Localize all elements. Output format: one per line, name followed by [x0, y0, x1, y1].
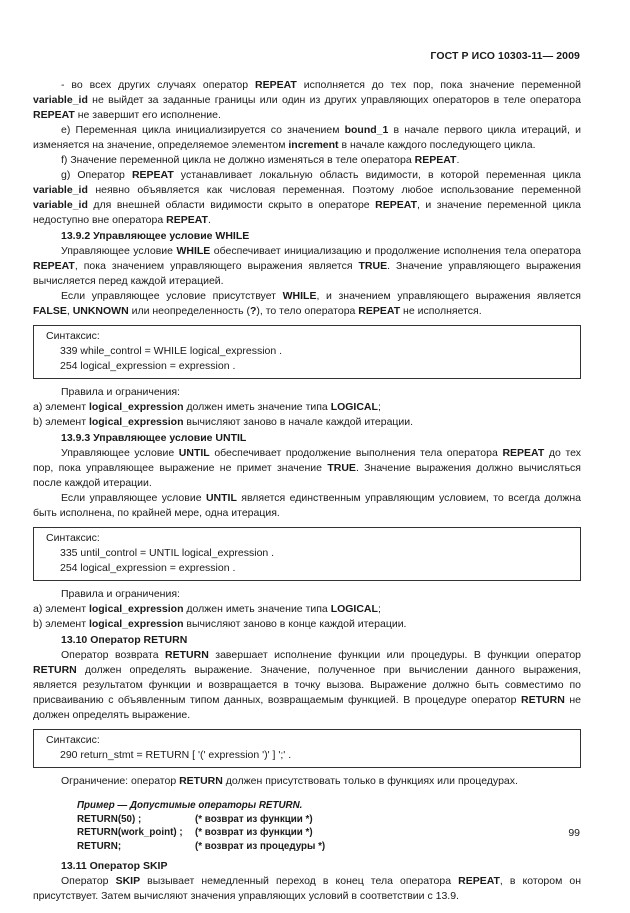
rule-item: а) элемент logical_expression должен иметь значение типа LOGICAL; — [33, 603, 381, 615]
syntax-label: Синтаксис: — [46, 734, 100, 746]
syntax-line: 254 logical_expression = expression . — [60, 562, 236, 574]
example-code: RETURN(50) ; — [77, 813, 142, 825]
syntax-line: 339 while_control = WHILE logical_expression . — [60, 345, 283, 357]
syntax-box — [33, 325, 581, 379]
example-code: RETURN; — [77, 840, 122, 852]
example-row — [77, 826, 581, 840]
example-title: Пример — Допустимые операторы RETURN. — [77, 800, 303, 811]
syntax-box — [33, 527, 581, 581]
section-heading: 13.11 Оператор SKIP — [61, 860, 168, 872]
example-row — [77, 840, 581, 854]
paragraph: - во всех других случаях оператор REPEAT исполняется до тех пор, пока значение переменной variable_id не выйдет за заданные границы или один из других управляющих операторов в теле оператора REPEAT не завершит его исполнение. — [33, 79, 581, 121]
paragraph: Если управляющее условие UNTIL является единственным управляющим условием, то всегда должна быть исполнена, по крайней мере, одна итерация. — [33, 492, 581, 519]
syntax-line: 335 until_control = UNTIL logical_expression . — [60, 547, 275, 559]
syntax-line: 254 logical_expression = expression . — [60, 360, 236, 372]
page-content — [33, 78, 581, 904]
example-row — [77, 813, 581, 827]
paragraph: Оператор SKIP вызывает немедленный переход в конец тела оператора REPEAT, в котором он присутствует. Затем вычисляют значения управляющих условий в соответствии с 13.9. — [33, 875, 582, 902]
paragraph: Ограничение: оператор RETURN должен присутствовать только в функциях или процедурах. — [61, 775, 518, 787]
rule-item: b) элемент logical_expression вычисляют заново в конце каждой итерации. — [33, 618, 407, 630]
paragraph: Управляющее условие WHILE обеспечивает инициализацию и продолжение исполнения тела оператора REPEAT, пока значением управляющего выражения является TRUE. Значение управляющего выражения вычисляется перед каждой итерацией. — [33, 245, 581, 287]
example-comment: (* возврат из функции *) — [195, 827, 313, 838]
page-number: 99 — [568, 827, 580, 839]
paragraph: Если управляющее условие присутствует WHILE, и значением управляющего выражения является FALSE, UNKNOWN или неопределенность (?), то тело оператора REPEAT не исполняется. — [33, 290, 581, 317]
paragraph: Управляющее условие UNTIL обеспечивает продолжение выполнения тела оператора REPEAT до тех пор, пока управляющее выражение не примет значение TRUE. Значение выражения должно вычисляться после каждой итерации. — [33, 447, 582, 489]
example-code: RETURN(work_point) ; — [77, 827, 183, 838]
syntax-label: Синтаксис: — [46, 532, 100, 544]
section-heading: 13.9.2 Управляющее условие WHILE — [61, 230, 250, 242]
rules-title: Правила и ограничения: — [61, 588, 180, 600]
rules-title: Правила и ограничения: — [61, 386, 180, 398]
example-comment: (* возврат из процедуры *) — [195, 840, 326, 852]
rule-item: а) элемент logical_expression должен иметь значение типа LOGICAL; — [33, 401, 381, 413]
section-heading: 13.9.3 Управляющее условие UNTIL — [61, 432, 247, 444]
section-heading: 13.10 Оператор RETURN — [61, 634, 188, 646]
syntax-box — [33, 729, 581, 768]
example-block — [33, 799, 581, 853]
syntax-label: Синтаксис: — [46, 330, 100, 342]
paragraph: е) Переменная цикла инициализируется со значением bound_1 в начале первого цикла итераций, и изменяется на значение, определяемое элементом increment в начале каждого последующего цикла. — [33, 124, 581, 151]
syntax-line: 290 return_stmt = RETURN [ '(' expression ')' ] ';' . — [60, 749, 292, 761]
rule-item: b) элемент logical_expression вычисляют заново в начале каждой итерации. — [33, 416, 414, 428]
running-header: ГОСТ Р ИСО 10303-11— 2009 — [430, 50, 580, 62]
example-comment: (* возврат из функции *) — [195, 813, 313, 825]
paragraph: Оператор возврата RETURN завершает исполнение функции или процедуры. В функции оператор RETURN должен определять выражение. Значение, полученное при вычислении данного выражения, является результатом функции и возвращается в точку вызова. Выражение должно быть совместимо по присваиванию с объявленным типом данных, возвращаемым функцией. В процедуре оператор RETURN не должен определять выражение. — [33, 649, 581, 721]
paragraph: g) Оператор REPEAT устанавливает локальную область видимости, в которой переменная цикла variable_id неявно объявляется как числовая переменная. Поэтому любое использование переменной variable_id для внешней области видимости скрыто в операторе REPEAT, и значение переменной цикла недоступно вне оператора REPEAT. — [33, 169, 582, 226]
paragraph: f) Значение переменной цикла не должно изменяться в теле оператора REPEAT. — [61, 154, 460, 166]
